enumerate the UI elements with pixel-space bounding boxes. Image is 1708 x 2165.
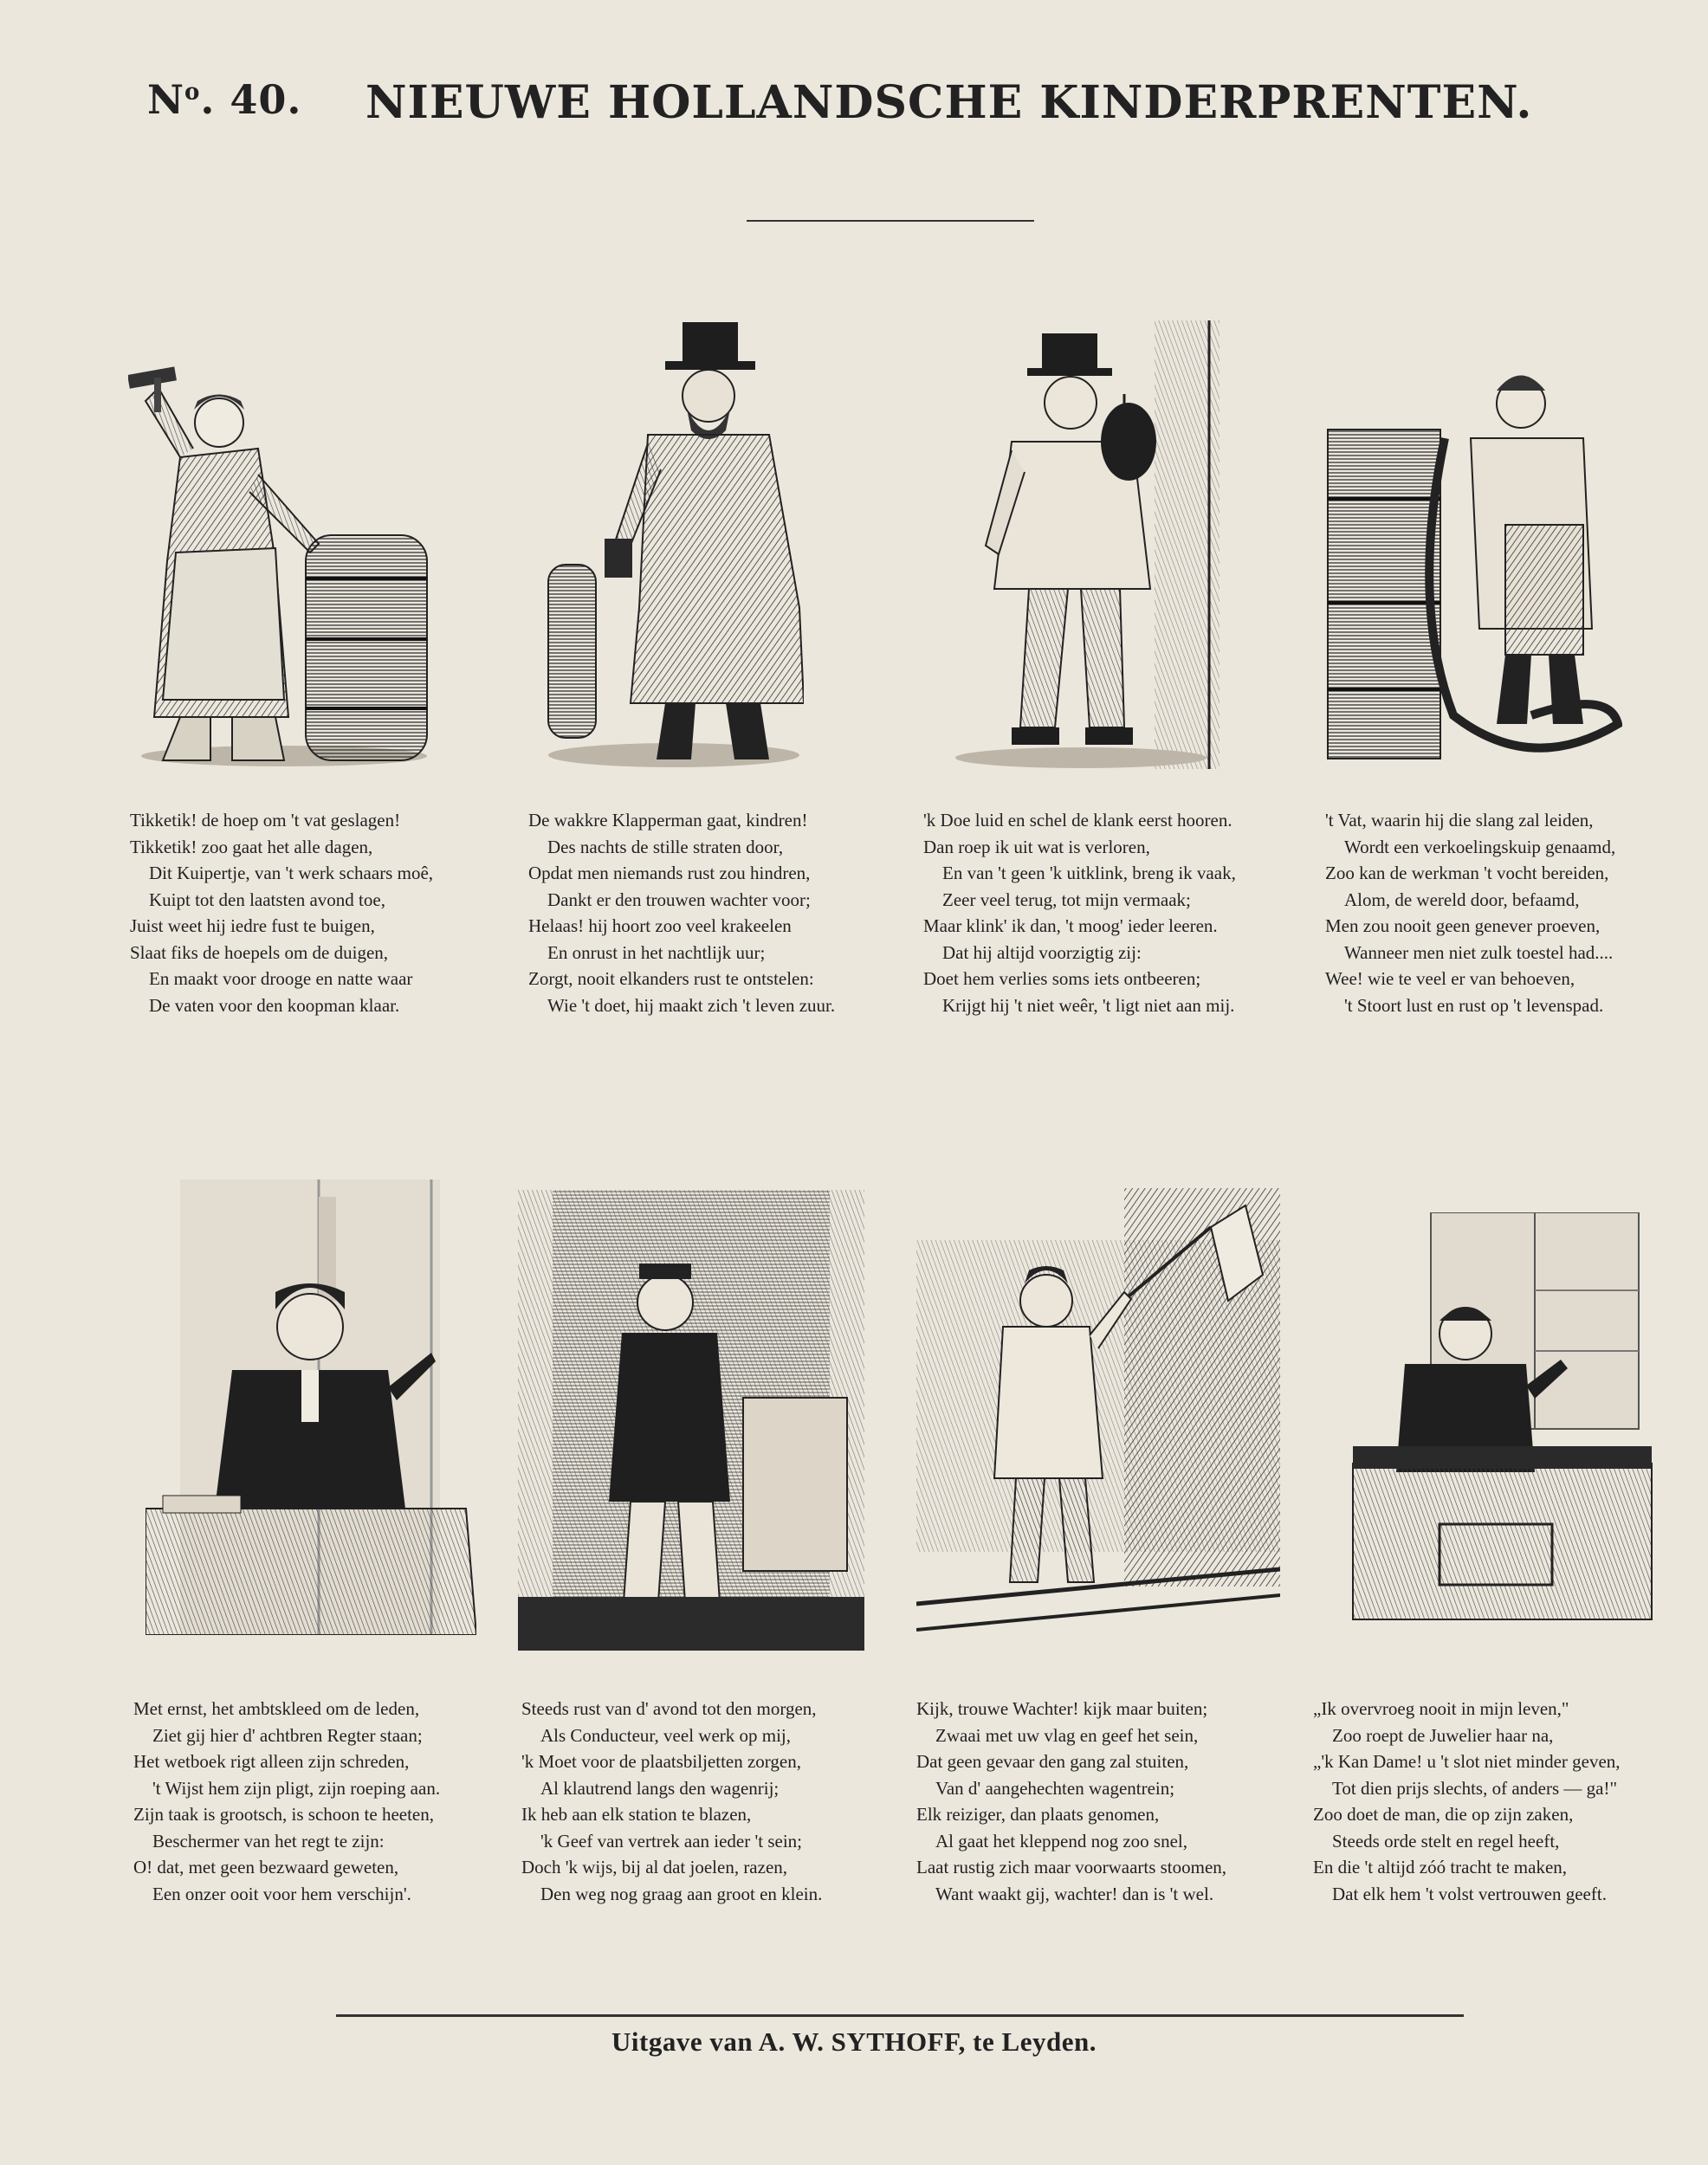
- verse-line: Al gaat het kleppend nog zoo snel,: [935, 1830, 1188, 1852]
- verse-line: Doet hem verlies soms iets ontbeeren;: [923, 968, 1201, 989]
- verse-line: 'k Geef van vertrek aan ieder 't sein;: [540, 1830, 803, 1852]
- publisher-imprint: Uitgave van A. W. SYTHOFF, te Leyden.: [611, 2026, 1097, 2057]
- verse-line: Elk reiziger, dan plaats genomen,: [916, 1804, 1160, 1825]
- verse-line: En maakt voor drooge en natte waar: [149, 968, 413, 989]
- conductor-verse: [521, 1696, 920, 1907]
- distiller-illustration: [1323, 343, 1622, 767]
- verse-line: Zeer veel terug, tot mijn vermaak;: [942, 889, 1191, 910]
- verse-line: Doch 'k wijs, bij al dat joelen, razen,: [521, 1857, 788, 1877]
- verse-line: 'k Moet voor de plaatsbiljetten zorgen,: [521, 1751, 801, 1772]
- cooper-illustration: [128, 353, 431, 769]
- verse-line: En van 't geen 'k uitklink, breng ik vaak,: [942, 863, 1236, 883]
- verse-line: Krijgt hij 't niet weêr, 't ligt niet aan mij.: [942, 994, 1235, 1016]
- town-crier-illustration: [951, 320, 1220, 769]
- verse-line: Zoo roept de Juwelier haar na,: [1332, 1724, 1554, 1746]
- verse-line: Steeds rust van d' avond tot den morgen,: [521, 1698, 817, 1719]
- verse-line: Dat hij altijd voorzigtig zij:: [942, 941, 1142, 963]
- verse-line: Als Conducteur, veel werk op mij,: [540, 1724, 792, 1746]
- verse-line: Helaas! hij hoort zoo veel krakeelen: [528, 915, 792, 936]
- verse-line: Wee! wie te veel er van behoeven,: [1325, 968, 1575, 989]
- verse-line: 't Stoort lust en rust op 't levenspad.: [1344, 994, 1604, 1016]
- verse-line: Een onzer ooit voor hem verschijn'.: [152, 1883, 411, 1904]
- verse-line: Laat rustig zich maar voorwaarts stoomen,: [916, 1857, 1227, 1877]
- verse-line: Wie 't doet, hij maakt zich 't leven zuur.: [547, 994, 836, 1016]
- jeweller-illustration: [1327, 1212, 1656, 1628]
- verse-line: Dat geen gevaar den gang zal stuiten,: [916, 1751, 1189, 1772]
- verse-line: Van d' aangehechten wagentrein;: [935, 1777, 1175, 1799]
- verse-line: De wakkre Klapperman gaat, kindren!: [528, 810, 808, 830]
- verse-line: O! dat, met geen bezwaard geweten,: [133, 1857, 399, 1877]
- verse-line: Men zou nooit geen genever proeven,: [1325, 915, 1601, 936]
- verse-line: Opdat men niemands rust zou hindren,: [528, 863, 811, 883]
- cooper-verse: [130, 807, 528, 1018]
- verse-line: Het wetboek rigt alleen zijn schreden,: [133, 1751, 410, 1772]
- judge-illustration: [146, 1179, 476, 1635]
- judge-verse: [133, 1696, 532, 1907]
- verse-line: Juist weet hij iedre fust te buigen,: [130, 915, 375, 936]
- night-watchman-illustration: [544, 322, 804, 769]
- verse-line: „Ik overvroeg nooit in mijn leven,": [1313, 1698, 1569, 1719]
- verse-line: Maar klink' ik dan, 't moog' ieder leeren.: [923, 915, 1218, 936]
- railway-guard-illustration: [916, 1188, 1280, 1638]
- verse-line: Slaat fiks de hoepels om de duigen,: [130, 941, 389, 963]
- verse-line: Dat elk hem 't volst vertrouwen geeft.: [1332, 1883, 1607, 1904]
- town-crier-verse: [923, 807, 1322, 1018]
- sheet-title: [147, 76, 1533, 137]
- verse-line: Des nachts de stille straten door,: [547, 836, 784, 857]
- verse-line: 'k Doe luid en schel de klank eerst hooren.: [923, 810, 1232, 830]
- railway-guard-verse: [916, 1696, 1315, 1907]
- verse-line: Met ernst, het ambtskleed om de leden,: [133, 1698, 420, 1719]
- verse-line: Wanneer men niet zulk toestel had....: [1344, 941, 1614, 963]
- verse-line: Ik heb aan elk station te blazen,: [521, 1804, 752, 1825]
- verse-line: Zoo doet de man, die op zijn zaken,: [1313, 1804, 1574, 1825]
- distiller-verse: [1325, 807, 1708, 1018]
- verse-line: Steeds orde stelt en regel heeft,: [1332, 1830, 1560, 1852]
- verse-line: Alom, de wereld door, befaamd,: [1344, 889, 1580, 910]
- sheet-heading: NIEUWE HOLLANDSCHE KINDERPRENTEN.: [366, 76, 1533, 129]
- verse-line: Al klautrend langs den wagenrij;: [540, 1777, 780, 1799]
- verse-line: 't Wijst hem zijn pligt, zijn roeping aan.: [152, 1777, 441, 1799]
- verse-line: Kijk, trouwe Wachter! kijk maar buiten;: [916, 1698, 1208, 1719]
- verse-line: Den weg nog graag aan groot en klein.: [540, 1883, 823, 1904]
- imprint-divider: [336, 2014, 1464, 2017]
- verse-line: Tikketik! zoo gaat het alle dagen,: [130, 836, 373, 857]
- verse-line: Want waakt gij, wachter! dan is 't wel.: [935, 1883, 1214, 1904]
- title-divider: [747, 220, 1034, 222]
- sheet-number: $N^o$. 40.: [147, 76, 302, 123]
- verse-line: En onrust in het nachtlijk uur;: [547, 941, 766, 963]
- verse-line: Dit Kuipertje, van 't werk schaars moê,: [149, 863, 434, 883]
- verse-line: Dankt er den trouwen wachter voor;: [547, 889, 811, 910]
- night-watchman-verse: [528, 807, 927, 1018]
- verse-line: Zijn taak is grootsch, is schoon te heeten,: [133, 1804, 435, 1825]
- verse-line: De vaten voor den koopman klaar.: [149, 994, 400, 1016]
- verse-line: Tikketik! de hoep om 't vat geslagen!: [130, 810, 401, 830]
- verse-line: Ziet gij hier d' achtbren Regter staan;: [152, 1724, 423, 1746]
- verse-line: Beschermer van het regt te zijn:: [152, 1830, 385, 1852]
- verse-line: Zorgt, nooit elkanders rust te ontstelen:: [528, 968, 814, 989]
- verse-line: Zwaai met uw vlag en geef het sein,: [935, 1724, 1199, 1746]
- verse-line: „'k Kan Dame! u 't slot niet minder geven,: [1313, 1751, 1621, 1772]
- verse-line: Kuipt tot den laatsten avond toe,: [149, 889, 385, 910]
- verse-line: Wordt een verkoelingskuip genaamd,: [1344, 836, 1616, 857]
- conductor-illustration: [518, 1190, 864, 1651]
- verse-line: Tot dien prijs slechts, of anders — ga!": [1332, 1777, 1618, 1799]
- verse-line: En die 't altijd zóó tracht te maken,: [1313, 1857, 1568, 1877]
- verse-line: Zoo kan de werkman 't vocht bereiden,: [1325, 863, 1609, 883]
- verse-line: 't Vat, waarin hij die slang zal leiden,: [1325, 810, 1594, 830]
- jeweller-verse: [1313, 1696, 1708, 1907]
- verse-line: Dan roep ik uit wat is verloren,: [923, 836, 1150, 857]
